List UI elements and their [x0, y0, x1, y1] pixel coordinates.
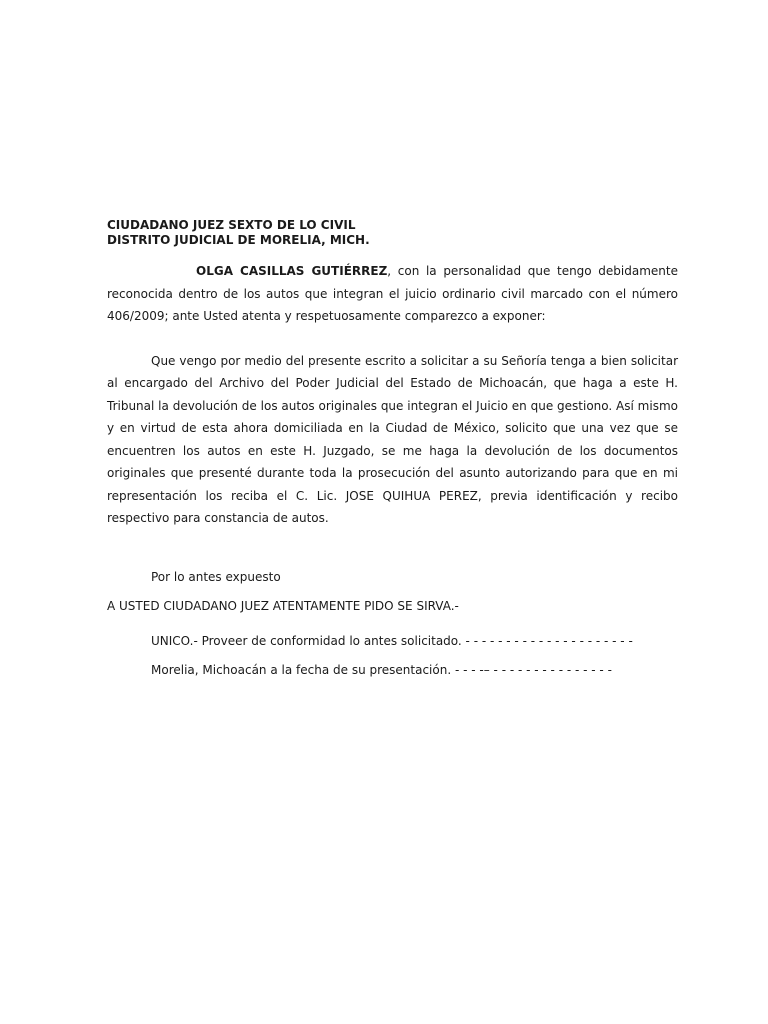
unico-text: UNICO.- Proveer de conformidad lo antes solicitado. - - - - - - - - - - - - - - - - - - - - - [151, 633, 633, 648]
heading-line-1: CIUDADANO JUEZ SEXTO DE LO CIVIL [107, 218, 356, 232]
petition-text: A USTED CIUDADANO JUEZ ATENTAMENTE PIDO SE SIRVA.- [107, 599, 459, 613]
body-paragraph: Que vengo por medio del presente escrito a solicitar a su Señoría tenga a bien solicitar al encargado del Archivo del Poder Judicial del Estado de Michoacán, que haga a este H. Tribunal la devolución de los autos originales que integran el Juicio en que gestiono. Así mismo y en virtud de esta ahora domiciliada en la Ciudad de México, solicito que una vez que se encuentren los autos en este H. Juzgado, se me haga la devolución de los documentos originales que presenté durante toda la prosecución del asunto autorizando para que en mi representación los reciba el C. Lic. JOSE QUIHUA PEREZ, previa identificación y recibo respectivo para constancia de autos. [107, 353, 678, 525]
heading-line-2: DISTRITO JUDICIAL DE MORELIA, MICH. [107, 233, 370, 247]
petitioner-name: OLGA CASILLAS GUTIÉRREZ [196, 264, 388, 278]
closing-text: Morelia, Michoacán a la fecha de su presentación. - - - -– - - - - - - - - - - - - - - - [151, 663, 612, 677]
intro-text: , con la personalidad que tengo debidamente reconocida dentro de los autos que integran el juicio ordinario civil marcado con el número 406/2009; ante Usted atenta y respetuosamente comparezco a exponer: [107, 264, 678, 323]
intro-paragraph [107, 260, 678, 328]
document-page [107, 218, 678, 682]
por-lo-antes-text: Por lo antes expuesto [151, 569, 281, 584]
